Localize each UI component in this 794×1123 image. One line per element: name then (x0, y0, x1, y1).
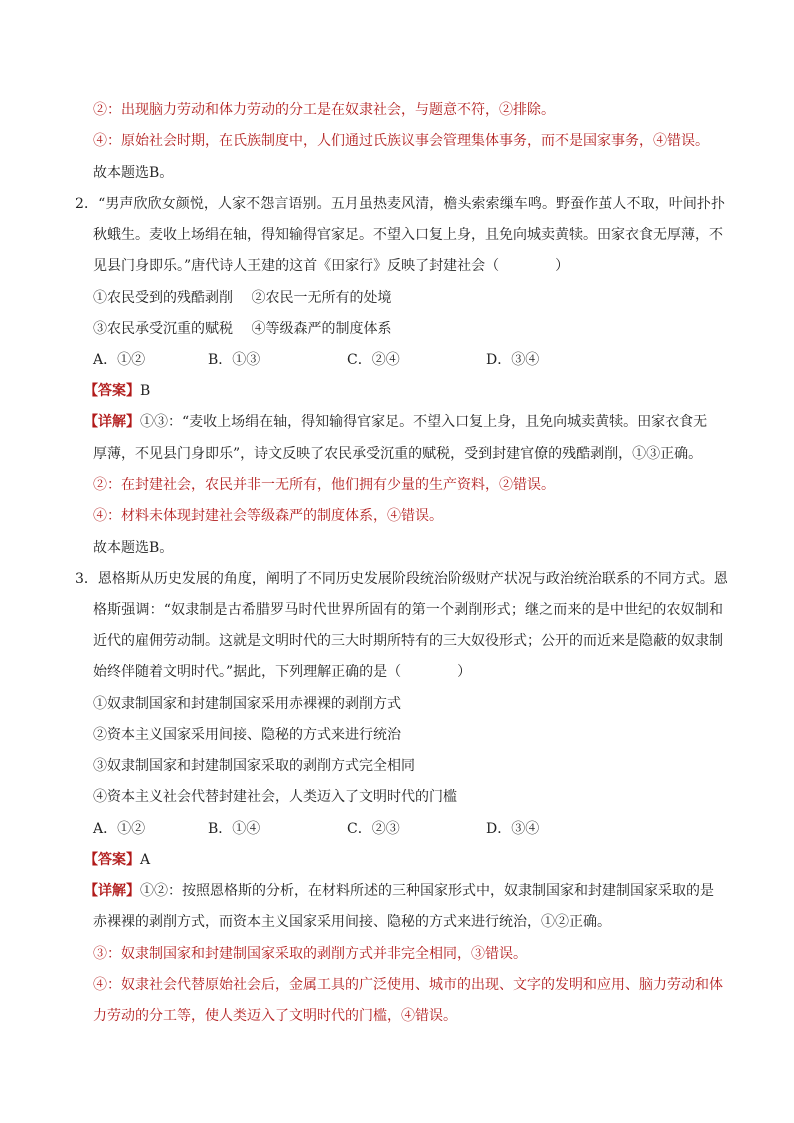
q2-option-c: C．②④ (347, 352, 400, 368)
q3-analysis-4-line-1: ④：奴隶社会代替原始社会后，金属工具的广泛使用、城市的出现、文字的发明和应用、脑力劳动和体 (93, 977, 723, 993)
q3-detail-line-2: 赤裸裸的剥削方式，而资本主义国家采用间接、隐秘的方式来进行统治，①②正确。 (93, 914, 611, 930)
q2-stem-line-2: 秋蛾生。麦收上场绢在轴，得知输得官家足。不望入口复上身，且免向城卖黄犊。田家衣食无厚薄，不 (93, 227, 723, 243)
q2-answer (84, 381, 150, 401)
q2-stem-line-1: 2．“男声欣欣女颜悦，人家不怨言语别。五月虽热麦风清，檐头索索缫车鸣。野蚕作茧人不取，叶间扑扑 (75, 196, 725, 212)
q3-answer-tag: 【答案】 (84, 852, 140, 868)
q3-analysis-3: ③：奴隶制国家和封建制国家采取的剥削方式并非完全相同，③错误。 (93, 946, 527, 962)
q3-option-a: A．①② (93, 821, 146, 837)
q3-option-b: B．①④ (208, 821, 261, 837)
q3-detail-text-1: ①②：按照恩格斯的分析，在材料所述的三种国家形式中，奴隶制国家和封建制国家采取的是 (140, 883, 714, 899)
q1-conclusion: 故本题选B。 (93, 165, 174, 181)
q3-statement-1: ①奴隶制国家和封建制国家采用赤裸裸的剥削方式 (93, 696, 401, 712)
q3-stem-line-2: 格斯强调：“奴隶制是古希腊罗马时代世界所固有的第一个剥削形式；继之而来的是中世纪的农奴制和 (93, 602, 723, 618)
q3-stem-line-3: 近代的雇佣劳动制。这就是文明时代的三大时期所特有的三大奴役形式；公开的而近来是隐蔽的奴隶制 (93, 633, 723, 649)
q3-answer (84, 850, 150, 870)
q3-statement-3: ③奴隶制国家和封建制国家采取的剥削方式完全相同 (93, 758, 415, 774)
q3-option-c: C．②③ (347, 821, 400, 837)
q3-detail-tag: 【详解】 (84, 883, 140, 899)
q2-analysis-4: ④：材料未体现封建社会等级森严的制度体系，④错误。 (93, 508, 443, 524)
q2-detail-text-1: ①③：“麦收上场绢在轴，得知输得官家足。不望入口复上身，且免向城卖黄犊。田家衣食无 (140, 414, 708, 430)
q3-answer-value: A (140, 852, 151, 868)
q2-detail-line-1 (84, 412, 707, 432)
q2-answer-value: B (140, 383, 151, 399)
q2-option-b: B．①③ (208, 352, 261, 368)
q2-option-d: D．③④ (486, 352, 540, 368)
q2-detail-tag: 【详解】 (84, 414, 140, 430)
q1-analysis-2: ②：出现脑力劳动和体力劳动的分工是在奴隶社会，与题意不符，②排除。 (93, 102, 555, 118)
q2-conclusion: 故本题选B。 (93, 540, 174, 556)
q2-analysis-2: ②：在封建社会，农民并非一无所有，他们拥有少量的生产资料，②错误。 (93, 477, 555, 493)
q2-statement-2: ③农民承受沉重的赋税 ④等级森严的制度体系 (93, 321, 392, 337)
q3-detail-line-1 (84, 881, 714, 901)
q1-analysis-4: ④：原始社会时期，在氏族制度中，人们通过氏族议事会管理集体事务，而不是国家事务，④错误。 (93, 133, 709, 149)
q2-answer-tag: 【答案】 (84, 383, 140, 399)
q3-option-d: D．③④ (486, 821, 540, 837)
q2-stem-line-3: 见县门身即乐。”唐代诗人王建的这首《田家行》反映了封建社会（ ） (93, 258, 570, 274)
q2-statement-1: ①农民受到的残酷剥削 ②农民一无所有的处境 (93, 290, 392, 306)
q3-stem-line-1: 3．恩格斯从历史发展的角度，阐明了不同历史发展阶段统治阶级财产状况与政治统治联系的不同方式。恩 (75, 571, 728, 587)
q3-analysis-4-line-2: 力劳动的分工等，使人类迈入了文明时代的门槛，④错误。 (93, 1008, 457, 1024)
q2-detail-line-2: 厚薄，不见县门身即乐”，诗文反映了农民承受沉重的赋税，受到封建官僚的残酷剥削，①③正确。 (93, 446, 703, 462)
q3-stem-line-4: 始终伴随着文明时代。”据此，下列理解正确的是（ ） (93, 664, 472, 680)
q3-statement-4: ④资本主义社会代替封建社会，人类迈入了文明时代的门槛 (93, 789, 457, 805)
q2-option-a: A．①② (93, 352, 146, 368)
q3-statement-2: ②资本主义国家采用间接、隐秘的方式来进行统治 (93, 727, 401, 743)
